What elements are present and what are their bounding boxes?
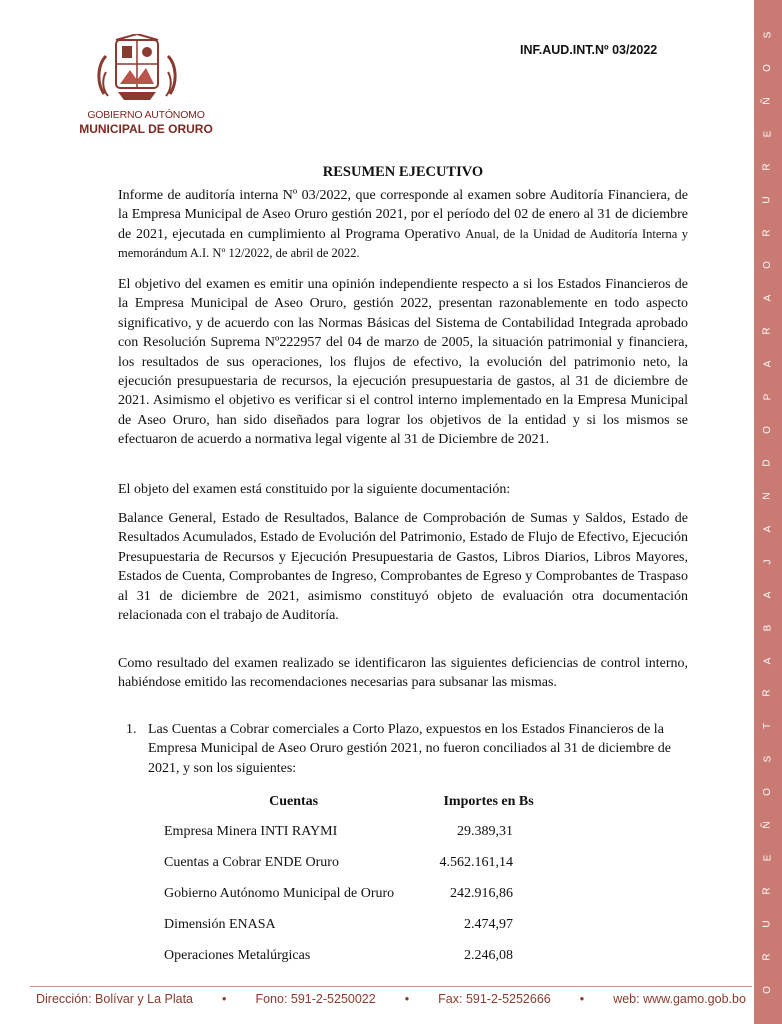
side-slogan-letter: O: [762, 64, 773, 72]
side-slogan-letter: R: [761, 228, 773, 237]
side-slogan-letter: A: [761, 591, 773, 599]
finding-text: Las Cuentas a Cobrar comerciales a Corto Plazo, expuestos en los Estados Financieros de la Empresa Municipal de Aseo Oruro gestión 2021, no fueron conciliados al 31 de diciembre de 2021, y son los siguientes:: [148, 722, 671, 776]
column-header-importes: Importes en Bs: [443, 794, 534, 809]
footer-separator: •: [404, 992, 410, 1006]
side-slogan-letter: J: [762, 559, 773, 565]
paragraph-results: Como resultado del examen realizado se identificaron las siguientes deficiencias de control interno, habiéndose emitido las recomendaciones necesarias para subsanar las mismas.: [118, 656, 688, 691]
side-slogan-letter: O: [762, 261, 773, 270]
side-slogan-letter: S: [761, 31, 773, 39]
side-slogan-letter: P: [761, 393, 773, 401]
footer-divider: [30, 986, 752, 987]
side-slogan-letter: R: [761, 689, 773, 698]
column-header-cuentas: Cuentas: [269, 794, 319, 809]
account-name: Operaciones Metalúrgicas: [164, 947, 311, 963]
intro-text: Informe de auditoría interna Nº 03/2022, que corresponde al examen sobre Auditoría Financiera, de la Empresa Municipal de Aseo Oruro gestión 2021, por el período del 02 de enero al 31 de diciembre de 2021, ejecutada en cumplimiento al Programa Operativo: [118, 188, 688, 242]
account-name: Cuentas a Cobrar ENDE Oruro: [164, 854, 339, 870]
side-slogan-letter: A: [761, 295, 773, 302]
side-slogan-letter: N: [761, 492, 773, 500]
side-slogan-letter: Ñ: [761, 821, 773, 829]
side-slogan-letter: O: [762, 426, 773, 434]
side-slogan-letter: E: [761, 854, 773, 862]
table-row: [163, 847, 553, 878]
side-slogan-letter: T: [761, 723, 773, 730]
finding-list-item: [126, 720, 688, 778]
side-slogan-letter: S: [761, 755, 773, 763]
document-title: RESUMEN EJECUTIVO: [322, 164, 484, 180]
footer-separator: •: [579, 992, 585, 1006]
table-row: [163, 940, 553, 971]
side-slogan-letter: B: [761, 624, 773, 631]
org-name-line2: MUNICIPAL DE ORURO: [79, 122, 213, 136]
side-slogan-letter: A: [761, 657, 773, 664]
account-name: Empresa Minera INTI RAYMI: [164, 823, 338, 839]
side-slogan-letter: O: [762, 985, 773, 994]
finding-number: 1.: [126, 722, 137, 737]
side-slogan-letter: E: [761, 130, 773, 138]
document-reference: INF.AUD.INT.Nº 03/2022: [520, 43, 658, 57]
paragraph-documentation: Balance General, Estado de Resultados, Balance de Comprobación de Sumas y Saldos, Estado de Resultados Acumulados, Estado de Evolución del Patrimonio, Estado de Flujo de Efectivo, Ejecución Presupuestaria de Recursos y Ejecución Presupuestaria de Gastos, Libros Diarios, Libros Mayores, Estados de Cuenta, Comprobantes de Ingreso, Comprobantes de Egreso y Comprobantes de Traspaso al 31 de diciembre de 2021, asimismo constituyó objeto de evaluación otra documentación relacionada con el trabajo de Auditoría.: [118, 511, 688, 624]
account-amount: 242.916,86: [450, 885, 513, 901]
footer-phone: Fono: 591-2-5250022: [255, 992, 376, 1006]
paragraph-objective: El objetivo del examen es emitir una opinión independiente respecto a si los Estados Financieros de la Empresa Municipal de Aseo Oruro, gestión 2022, presentan razonablemente en todo aspecto significativo, y de acuerdo con las Normas Básicas del Sistema de Contabilidad Integrada aprobado con Resolución Suprema Nº222957 del 04 de marzo de 2005, la situación patrimonial y financiera, los resultados de sus operaciones, los flujos de efectivo, la evolución del patrimonio neto, la ejecución presupuestaria de recursos, la ejecución presupuestaria de gastos, al 31 de diciembre de 2021. Asimismo el objetivo es verificar si el control interno implementado en la Empresa Municipal de Aseo Oruro, han sido diseñados para lograr los objetivos de la entidad y si los mismos se efectuaron de acuerdo a normativa legal vigente al 31 de Diciembre de 2021.: [118, 277, 688, 448]
account-amount: 29.389,31: [457, 823, 513, 839]
coat-of-arms-logo: [94, 34, 180, 108]
footer-web: web: www.gamo.gob.bo: [613, 992, 746, 1006]
org-name-line1: GOBIERNO AUTÓNOMO: [87, 109, 205, 121]
side-slogan-letter: A: [761, 360, 773, 368]
side-slogan-letter: Ñ: [761, 97, 773, 105]
side-slogan-letter: R: [761, 953, 773, 961]
side-slogan-letter: R: [761, 163, 773, 171]
side-slogan-letter: D: [761, 459, 773, 467]
footer-separator: •: [222, 992, 227, 1006]
account-amount: 2.246,08: [464, 947, 513, 963]
side-slogan-letter: R: [761, 887, 773, 895]
organization-name: [56, 108, 236, 136]
side-slogan-letters: [754, 30, 782, 995]
side-slogan-letter: A: [761, 525, 773, 533]
footer-address: Dirección: Bolívar y La Plata: [36, 992, 194, 1006]
table-row: [163, 909, 553, 940]
table-row: [163, 816, 553, 847]
paragraph-intro: [118, 186, 688, 264]
paragraph-scope-intro: El objeto del examen está constituido por la siguiente documentación:: [118, 482, 511, 497]
side-slogan-letter: U: [761, 195, 773, 204]
intro-text-small: Anual, de la Unidad de Auditoría Interna y memorándum A.I. Nº 12/2022, de abril de 2022.: [118, 226, 689, 261]
side-slogan-band: [754, 0, 782, 1024]
side-slogan-letter: O: [762, 788, 773, 797]
footer: [36, 992, 746, 1006]
footer-fax: Fax: 591-2-5252666: [438, 992, 551, 1006]
account-name: Gobierno Autónomo Municipal de Oruro: [164, 885, 395, 901]
side-slogan-letter: R: [761, 327, 773, 335]
table-row: [163, 878, 553, 909]
account-amount: 2.474,97: [464, 916, 513, 932]
account-name: Dimensión ENASA: [164, 916, 276, 932]
table-header-row: [163, 788, 553, 816]
side-slogan-letter: U: [761, 920, 773, 928]
account-amount: 4.562.161,14: [439, 854, 513, 870]
accounts-table: [163, 788, 553, 971]
